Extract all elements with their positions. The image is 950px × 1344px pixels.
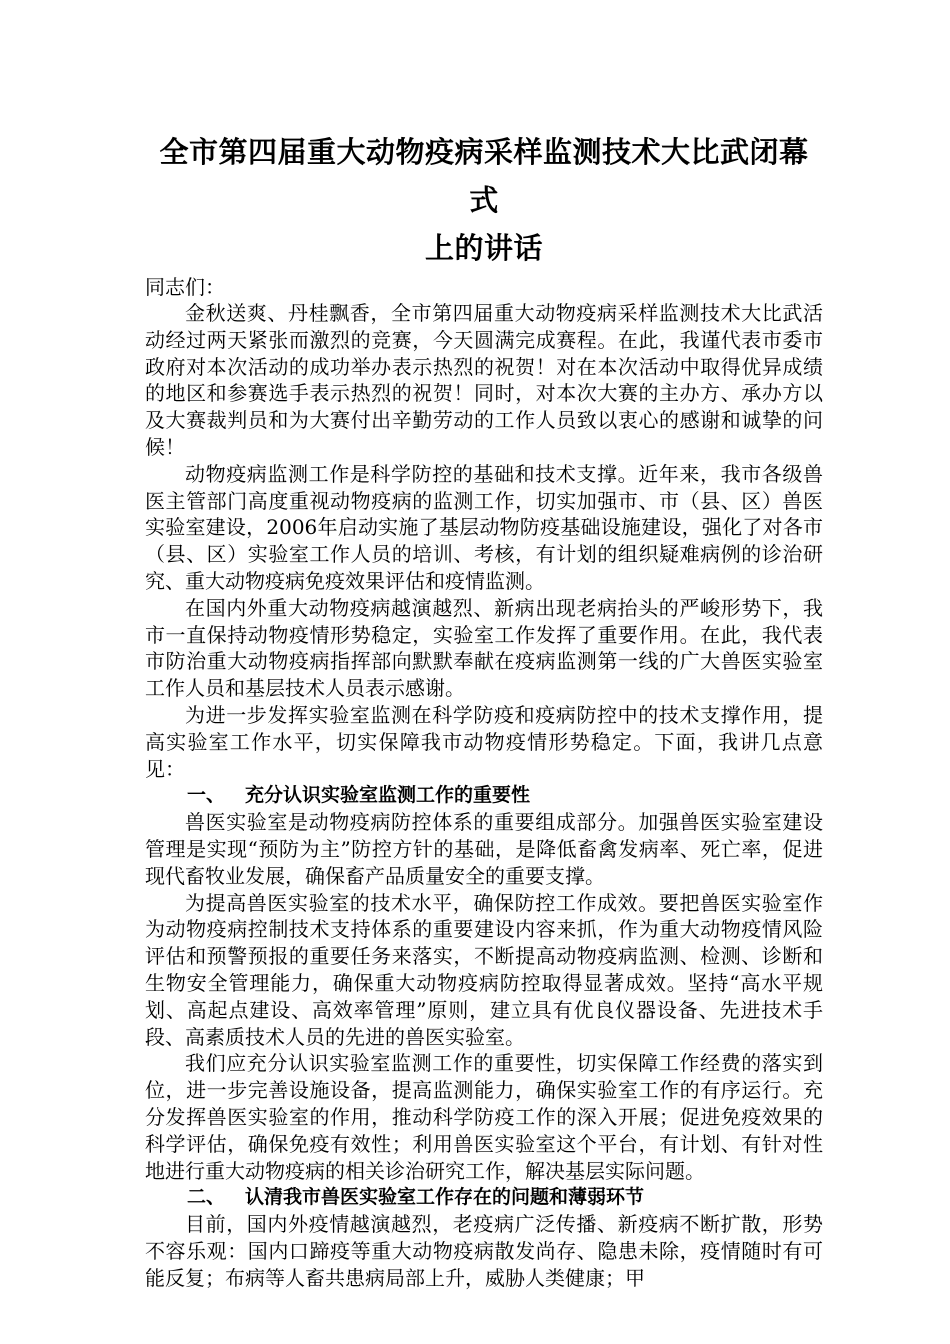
section1-paragraph-3: 我们应充分认识实验室监测工作的重要性，切实保障工作经费的落实到位，进一步完善设施设备，提高监测能力，确保实验室工作的有序运行。充分发挥兽医实验室的作用，推动科学防疫工作的深入开展；促进免疫效果的科学评估，确保免疫有效性；利用兽医实验室这个平台，有计划、有针对性地进行重大动物疫病的相关诊治研究工作，解决基层实际问题。 xyxy=(145,1051,823,1183)
section1-paragraph-2: 为提高兽医实验室的技术水平，确保防控工作成效。要把兽医实验室作为动物疫病控制技术支持体系的重要建设内容来抓，作为重大动物疫情风险评估和预警预报的重要任务来落实，不断提高动物疫病监测、检测、诊断和生物安全管理能力，确保重大动物疫病防控取得显著成效。坚持“高水平规划、高起点建设、高效率管理”原则，建立具有优良仪器设备、先进技术手段、高素质技术人员的先进的兽医实验室。 xyxy=(145,890,823,1049)
section2-paragraph-1: 目前，国内外疫情越演越烈，老疫病广泛传播、新疫病不断扩散，形势不容乐观：国内口蹄疫等重大动物疫病散发尚存、隐患未除，疫情随时有可能反复；布病等人畜共患病局部上升，威胁人类健康；甲 xyxy=(145,1212,823,1290)
section1-paragraph-1: 兽医实验室是动物疫病防控体系的重要组成部分。加强兽医实验室建设管理是实现“预防为主”防控方针的基础，是降低畜禽发病率、死亡率，促进现代畜牧业发展，确保畜产品质量安全的重要支撑。 xyxy=(145,810,823,888)
section-title-1: 充分认识实验室监测工作的重要性 xyxy=(245,784,531,807)
section-number-1: 一、 xyxy=(187,784,226,807)
document-page xyxy=(145,128,823,1291)
section-title-2: 认清我市兽医实验室工作存在的问题和薄弱环节 xyxy=(245,1186,645,1209)
salutation: 同志们： xyxy=(145,275,225,299)
section-heading-2 xyxy=(145,1184,823,1211)
section-heading-1 xyxy=(145,782,823,809)
paragraph-opinions-intro: 为进一步发挥实验室监测在科学防疫和疫病防控中的技术支撑作用，提高实验室工作水平，切实保障我市动物疫情形势稳定。下面，我讲几点意见： xyxy=(145,702,823,781)
paragraph-monitoring-basis: 动物疫病监测工作是科学防控的基础和技术支撑。近年来，我市各级兽医主管部门高度重视动物疫病的监测工作，切实加强市、市（县、区）兽医实验室建设，2006年启动实施了基层动物防疫基础设施建设，强化了对各市（县、区）实验室工作人员的培训、考核，有计划的组织疑难病例的诊治研究、重大动物疫病免疫效果评估和疫情监测。 xyxy=(145,461,823,593)
paragraph-opening: 金秋送爽、丹桂飘香，全市第四届重大动物疫病采样监测技术大比武活动经过两天紧张而激烈的竞赛，今天圆满完成赛程。在此，我谨代表市委市政府对本次活动的成功举办表示热烈的祝贺！对在本次活动中取得优异成绩的地区和参赛选手表示热烈的祝贺！同时，对本次大赛的主办方、承办方以及大赛裁判员和为大赛付出辛勤劳动的工作人员致以衷心的感谢和诚挚的问候！ xyxy=(145,301,823,459)
paragraph-situation: 在国内外重大动物疫病越演越烈、新病出现老病抬头的严峻形势下，我市一直保持动物疫情形势稳定，实验室工作发挥了重要作用。在此，我代表市防治重大动物疫病指挥部向默默奉献在疫病监测第一线的广大兽医实验室工作人员和基层技术人员表示感谢。 xyxy=(145,595,823,701)
section-number-2: 二、 xyxy=(187,1186,226,1209)
document-title xyxy=(145,128,823,272)
title-line-1: 全市第四届重大动物疫病采样监测技术大比武闭幕式 xyxy=(159,135,809,217)
title-line-2: 上的讲话 xyxy=(424,231,543,265)
